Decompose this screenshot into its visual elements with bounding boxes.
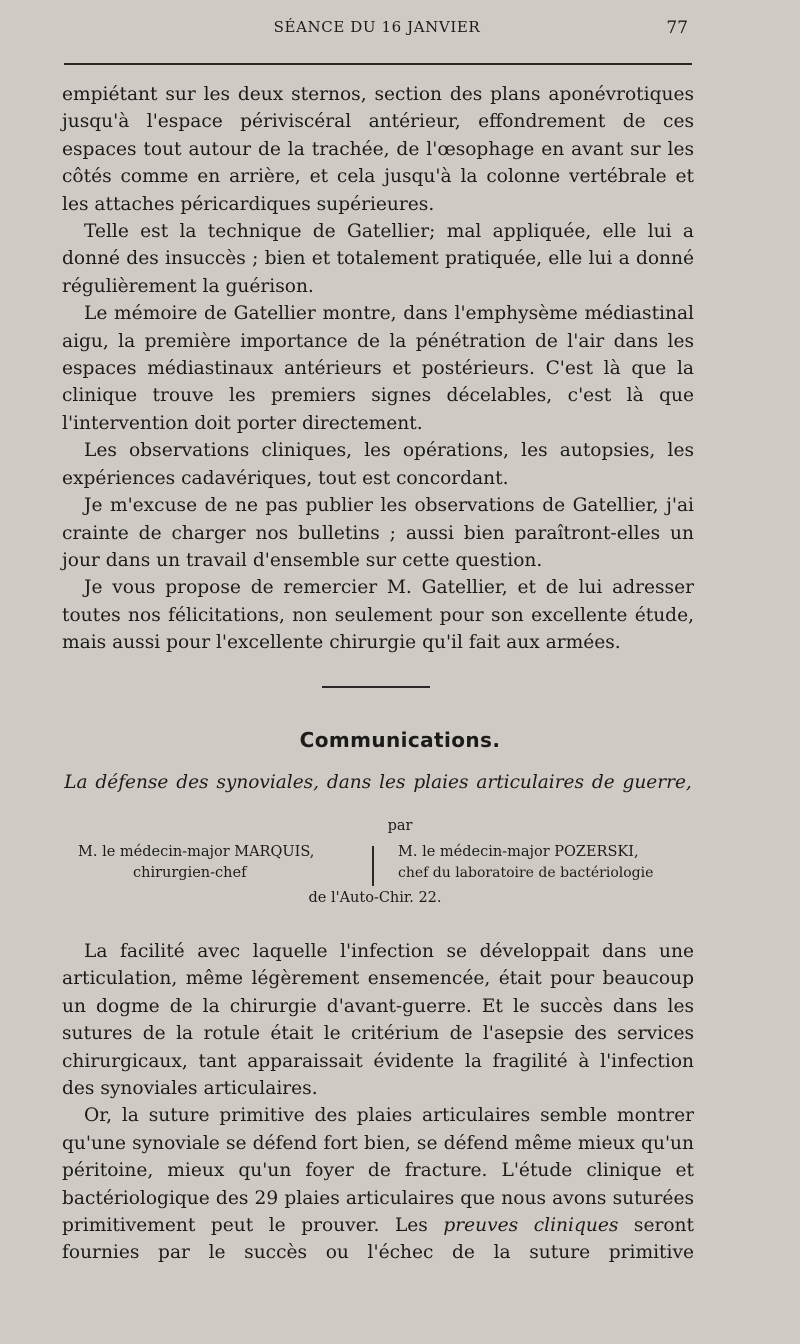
paragraph-last	[62, 1102, 694, 1266]
author-divider	[372, 846, 374, 886]
running-title: SÉANCE DU 16 JANVIER	[273, 18, 481, 36]
byline-par: par	[387, 818, 413, 834]
section-heading: Communications.	[299, 728, 501, 752]
author-right-name: M. le médecin-major POZERSKI,	[398, 844, 639, 860]
article-title: La défense des synoviales, dans les plaies articulaires de guerre,	[64, 772, 692, 793]
author-left-role: chirurgien-chef	[133, 865, 247, 881]
author-left	[78, 842, 418, 884]
running-head	[62, 18, 692, 44]
header-rule	[64, 63, 692, 65]
paragraph-last-end: seront fournies par le succès ou l'échec de la suture primitive	[62, 1215, 694, 1264]
paragraph: Le mémoire de Gatellier montre, dans l'emphysème médiastinal aigu, la première importance de la pénétration de l'air dans les espaces médiastinaux antérieurs et postérieurs. C'est là que la clinique trouve les premiers signes décelables, c'est là que l'intervention doit porter directement.	[62, 303, 694, 434]
author-right-role: chef du laboratoire de bactériologie	[398, 865, 654, 881]
paragraph: Telle est la technique de Gatellier; mal appliquée, elle lui a donné des insuccès ; bien et totalement pratiquée, elle lui a donné régulièrement la guérison.	[62, 221, 694, 297]
author-left-name: M. le médecin-major MARQUIS,	[78, 844, 315, 860]
paragraph-last-start: Or, la suture primitive des plaies articulaires semble montrer qu'une synoviale se défend fort bien, se défend même mieux qu'un péritoine, mieux qu'un foyer de fracture. L'étude clinique et bactériologique des 29 plaies articulaires que nous avons suturées primitivement peut le prouver. Les	[62, 1105, 694, 1237]
section-divider	[322, 686, 430, 688]
paragraph: Je vous propose de remercier M. Gatellier, et de lui adresser toutes nos félicitations, non seulement pour son excellente étude, mais aussi pour l'excellente chirurgie qu'il fait aux armées.	[62, 577, 694, 654]
page-number: 77	[666, 18, 688, 38]
affiliation: de l'Auto-Chir. 22.	[308, 890, 442, 906]
author-right	[398, 842, 698, 884]
paragraph-continuation: empiétant sur les deux sternos, section des plans aponévrotiques jusqu'à l'espace périviscéral antérieur, effondrement de ces espaces tout autour de la trachée, de l'œsophage en avant sur les côtés comme en arrière, et cela jusqu'à la colonne vertébrale et les attaches péricardiques supérieures.	[62, 84, 694, 215]
body-text-top	[62, 81, 694, 657]
paragraph: Les observations cliniques, les opérations, les autopsies, les expériences cadavériques, tout est concordant.	[62, 440, 694, 489]
italic-phrase: preuves cliniques	[443, 1215, 619, 1237]
paragraph: Je m'excuse de ne pas publier les observations de Gatellier, j'ai crainte de charger nos bulletins ; aussi bien paraîtront-elles un jour dans un travail d'ensemble sur cette question.	[62, 495, 694, 571]
authors-block	[62, 842, 694, 888]
paragraph: La facilité avec laquelle l'infection se développait dans une articulation, même légèrement ensemencée, était pour beaucoup un dogme de la chirurgie d'avant-guerre. Et le succès dans les sutures de la rotule était le critérium de l'asepsie des services chirurgicaux, tant apparaissait évidente la fragilité à l'infection des synoviales articulaires.	[62, 941, 694, 1100]
body-text-bottom	[62, 938, 694, 1267]
